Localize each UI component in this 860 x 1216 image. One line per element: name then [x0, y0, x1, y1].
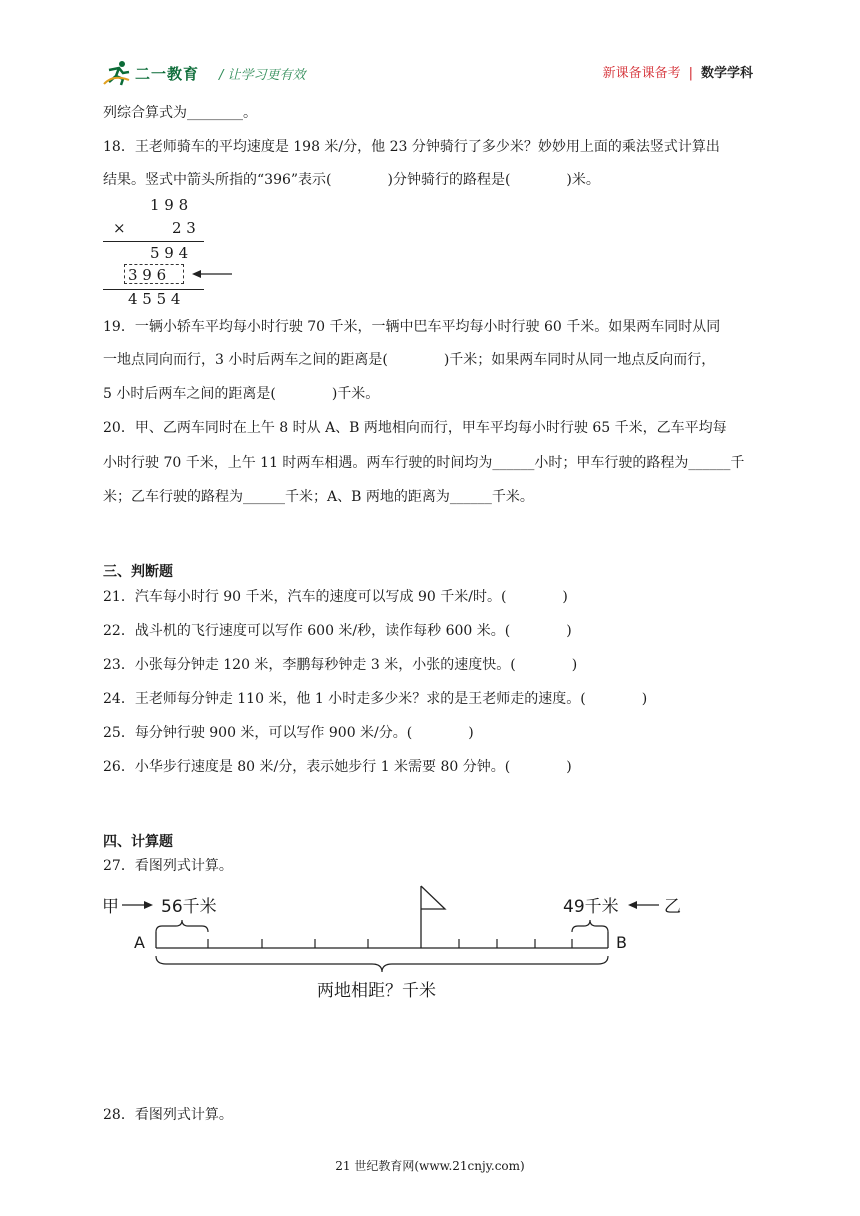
slogan-text: 让学习更有效 — [227, 67, 306, 83]
q28: 28．看图列式计算。 — [103, 1107, 233, 1123]
section-3-title: 三、判断题 — [103, 564, 173, 580]
header-right — [603, 62, 753, 81]
q22: 22．战斗机的飞行速度可以写作 600 米/秒，读作每秒 600 米。( ) — [103, 623, 572, 639]
car-jia-label: 甲 — [102, 897, 119, 917]
q18-line2: 结果。竖式中箭头所指的“396”表示( )分钟骑行的路程是( )米。 — [103, 172, 600, 188]
q26: 26．小华步行速度是 80 米/分，表示她步行 1 米需要 80 分钟。( ) — [103, 759, 572, 775]
q25: 25．每分钟行驶 900 米，可以写作 900 米/分。( ) — [103, 725, 474, 741]
calc-second-number: 2 3 — [172, 219, 196, 237]
distance-diagram — [100, 880, 720, 1010]
point-a-label: A — [134, 933, 145, 952]
total-distance-label: 两地相距？千米 — [317, 981, 436, 1001]
header-subject-label: 数学学科 — [700, 66, 753, 81]
q19-line2: 一地点同向而行，3 小时后两车之间的距离是( )千米；如果两车同时从同一地点反向而行， — [103, 352, 716, 368]
calc-partial-2: 3 9 6 — [128, 266, 167, 284]
header-logo-area — [103, 58, 306, 88]
q18-line1: 18．王老师骑车的平均速度是 198 米/分，他 23 分钟骑行了多少米？妙妙用上面的乘法竖式计算出 — [103, 139, 720, 155]
logo-text: 二一教育 — [135, 64, 200, 83]
q24: 24．王老师每分钟走 110 米，他 1 小时走多少米？求的是王老师走的速度。( ) — [103, 691, 648, 707]
section-4-title: 四、计算题 — [103, 834, 173, 850]
calc-line-1 — [103, 241, 204, 242]
header-course-label: 新课备课备考 — [602, 66, 681, 81]
vertical-multiplication — [103, 196, 233, 308]
q27: 27．看图列式计算。 — [103, 858, 233, 874]
q20-line3: 米；乙车行驶的路程为______千米；A、B 两地的距离为______千米。 — [103, 489, 534, 505]
calc-top-number: 1 9 8 — [150, 196, 189, 214]
q21: 21．汽车每小时行 90 千米，汽车的速度可以写成 90 千米/时。( ) — [103, 589, 568, 605]
q19-line3: 5 小时后两车之间的距离是( )千米。 — [103, 386, 380, 402]
runner-logo-icon — [103, 60, 131, 86]
calc-partial-1: 5 9 4 — [150, 244, 189, 262]
q19-line1: 19．一辆小轿车平均每小时行驶 70 千米，一辆中巴车平均每小时行驶 60 千米。如果两车同时从同 — [103, 319, 721, 335]
calc-result: 4 5 5 4 — [128, 290, 181, 308]
q20-line2: 小时行驶 70 千米，上午 11 时两车相遇。两车行驶的时间均为______小时；甲车行驶的路程为______千 — [103, 455, 745, 471]
q17-ending: 列综合算式为________。 — [103, 105, 257, 121]
yi-speed-label: 49千米 — [563, 897, 619, 917]
point-b-label: B — [616, 933, 627, 952]
slogan: / 让学习更有效 — [219, 67, 306, 83]
header-separator: | — [688, 66, 693, 81]
left-arrow-icon — [191, 267, 233, 281]
q23: 23．小张每分钟走 120 米，李鹏每秒钟走 3 米，小张的速度快。( ) — [103, 657, 578, 673]
q20-line1: 20．甲、乙两车同时在上午 8 时从 A、B 两地相向而行，甲车平均每小时行驶 65 千米，乙车平均每 — [103, 420, 727, 436]
jia-speed-label: 56千米 — [161, 897, 217, 917]
segment-line-svg — [100, 880, 720, 980]
page-footer: 21 世纪教育网(www.21cnjy.com) — [335, 1159, 525, 1173]
calc-times-sign: × — [113, 219, 126, 237]
car-yi-label: 乙 — [664, 897, 681, 917]
